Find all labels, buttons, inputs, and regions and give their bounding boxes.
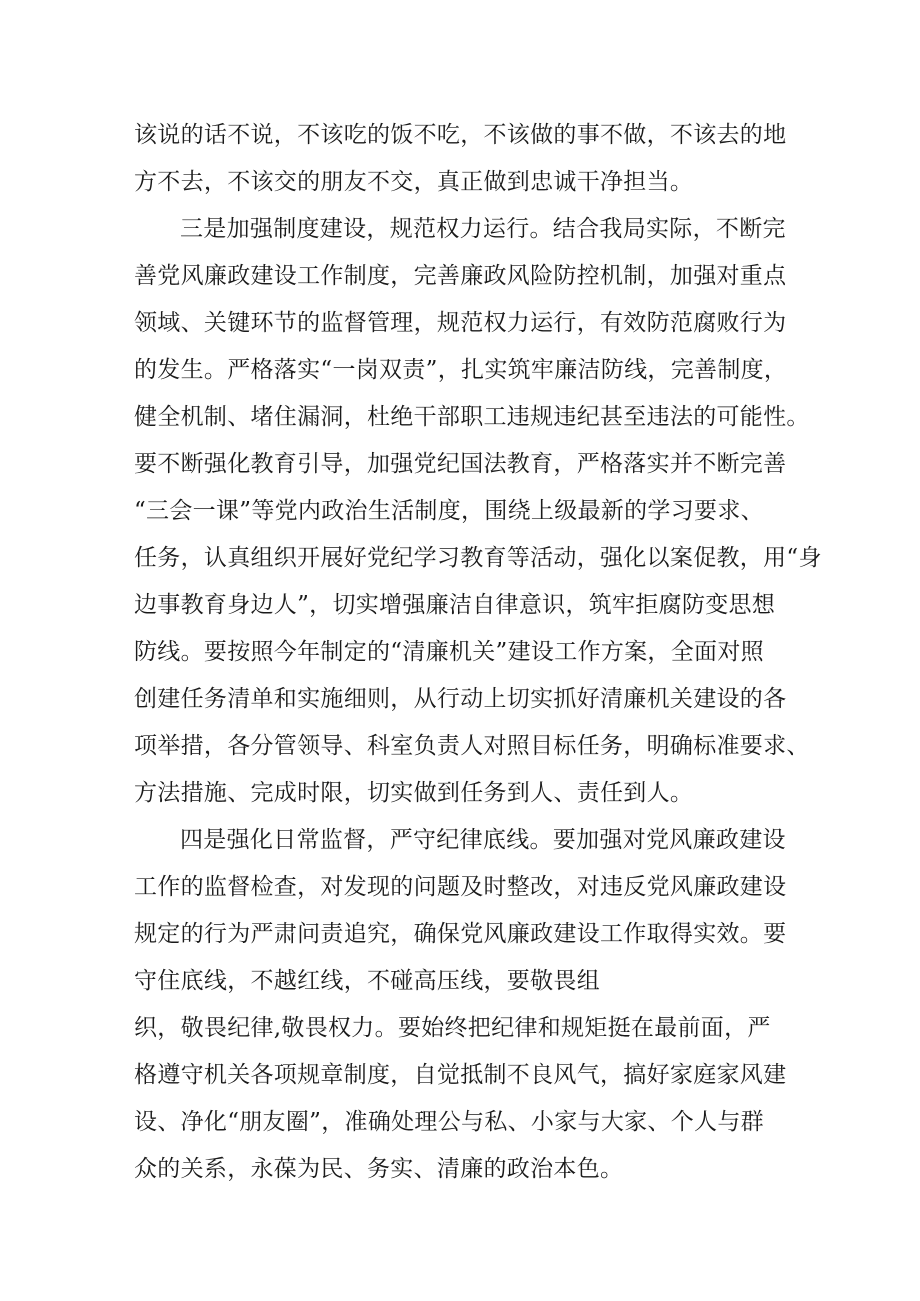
text-line: 善党风廉政建设工作制度，完善廉政风险防控机制，加强对重点 [134, 263, 787, 289]
paragraph-start-line: 四是强化日常监督，严守纪律底线。要加强对党风廉政建设 [180, 827, 786, 853]
text-line: 守住底线，不越红线，不碰高压线，要敬畏组 [134, 968, 600, 994]
text-line: 防线。要按照今年制定的“清廉机关”建设工作方案，全面对照 [134, 639, 764, 665]
text-line: 格遵守机关各项规章制度，自觉抵制不良风气，搞好家庭家风建 [134, 1062, 787, 1088]
text-line: 健全机制、堵住漏洞，杜绝干部职工违规违纪甚至违法的可能性。 [134, 404, 810, 430]
text-line: 方法措施、完成时限，切实做到任务到人、责任到人。 [134, 780, 694, 806]
text-line: 工作的监督检查，对发现的问题及时整改，对违反党风廉政建设 [134, 874, 787, 900]
text-line: 设、净化“朋友圈”，准确处理公与私、小家与大家、个人与群 [134, 1109, 764, 1135]
text-line: 的发生。严格落实“一岗双责”，扎实筑牢廉洁防线，完善制度， [134, 357, 788, 383]
text-line: 规定的行为严肃问责追究，确保党风廉政建设工作取得实效。要 [134, 921, 787, 947]
text-line: 方不去，不该交的朋友不交，真正做到忠诚干净担当。 [134, 169, 694, 195]
text-line: 边事教育身边人”，切实增强廉洁自律意识，筑牢拒腐防变思想 [134, 592, 776, 618]
text-line: 众的关系，永葆为民、务实、清廉的政治本色。 [134, 1156, 624, 1182]
paragraph-start-line: 三是加强制度建设，规范权力运行。结合我局实际，不断完 [180, 216, 786, 242]
text-line: 领域、关键环节的监督管理，规范权力运行，有效防范腐败行为 [134, 310, 787, 336]
text-line: 项举措，各分管领导、科室负责人对照目标任务，明确标准要求、 [134, 733, 810, 759]
text-line: 任务，认真组织开展好党纪学习教育等活动，强化以案促教，用“身 [134, 545, 822, 571]
text-line: 要不断强化教育引导，加强党纪国法教育，严格落实并不断完善 [134, 451, 787, 477]
text-line: “三会一课”等党内政治生活制度，围绕上级最新的学习要求、 [134, 498, 764, 524]
text-line: 该说的话不说，不该吃的饭不吃，不该做的事不做，不该去的地 [134, 122, 787, 148]
text-line: 织，敬畏纪律,敬畏权力。要始终把纪律和规矩挺在最前面，严 [134, 1015, 771, 1041]
text-line: 创建任务清单和实施细则，从行动上切实抓好清廉机关建设的各 [134, 686, 787, 712]
body-text [134, 112, 822, 1193]
